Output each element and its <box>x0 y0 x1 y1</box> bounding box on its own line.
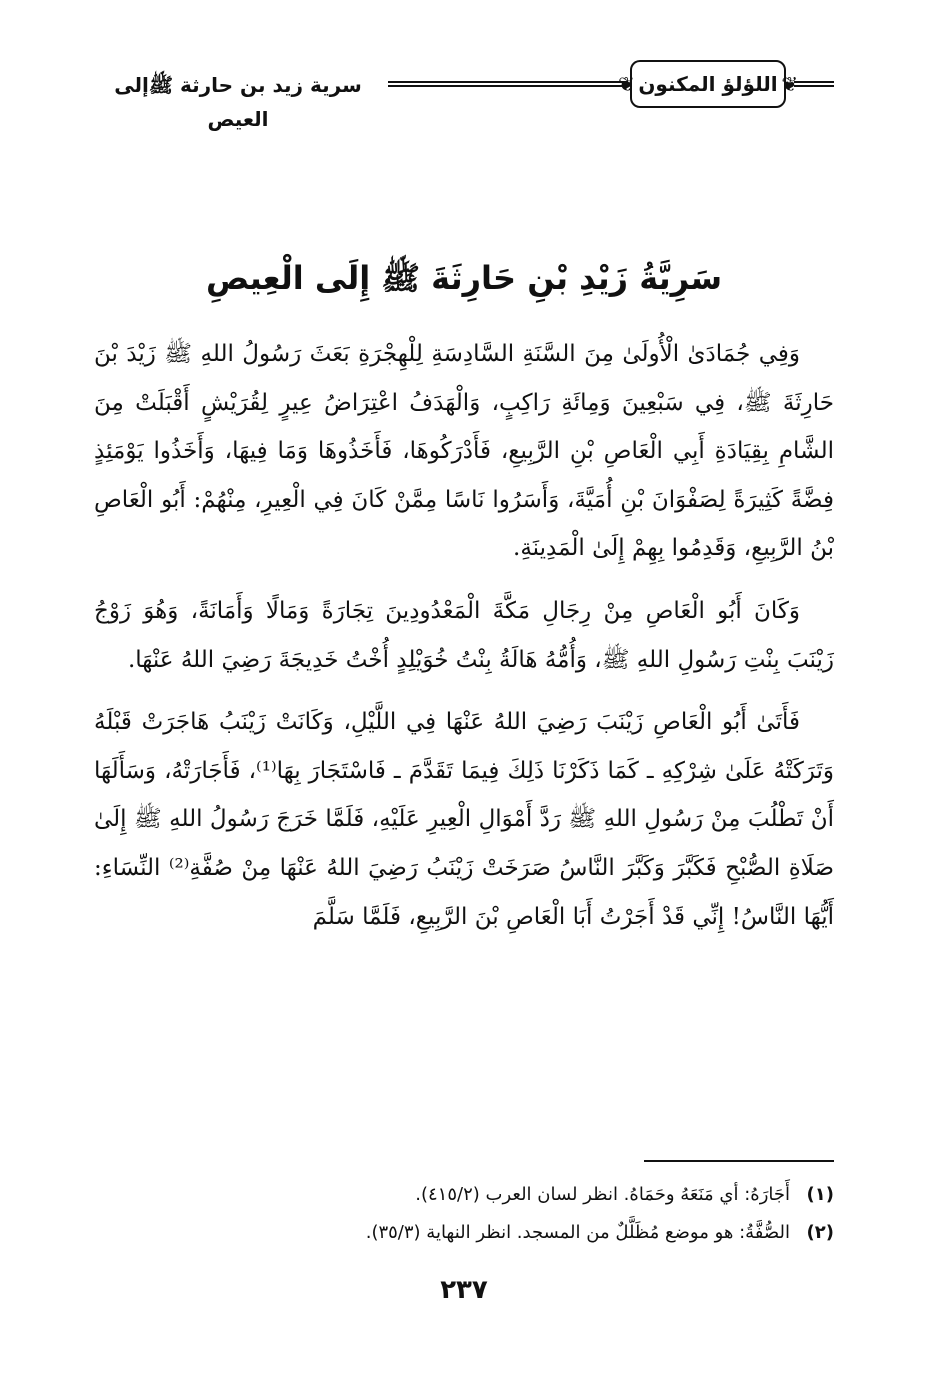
section-title: سَرِيَّةُ زَيْدِ بْنِ حَارِثَةَ ﷺ إِلَى الْعِيصِ <box>205 259 723 297</box>
footnote-number: (٢) <box>806 1222 834 1243</box>
chapter-title: سرية زيد بن حارثة ﷺإلى العيص <box>114 73 362 131</box>
footnote-text: أَجَارَهُ: أي مَنَعَهُ وحَمَاهُ. انظر لسان العرب (٤١٥/٢). <box>415 1184 790 1205</box>
ornament-left-icon: ❦ <box>618 72 635 96</box>
footnote-divider <box>644 1160 834 1162</box>
paragraph: فَأَتَىٰ أَبُو الْعَاصِ زَيْنَبَ رَضِيَ اللهُ عَنْهَا فِي اللَّيْلِ، وَكَانَتْ زَيْنَبُ هَاجَرَتْ قَبْلَهُ وَتَرَكَتْهُ عَلَىٰ شِرْكِهِ ـ كَمَا ذَكَرْنَا ذَلِكَ فِيمَا تَقَدَّمَ ـ فَاسْتَجَارَ بِهَا⁽¹⁾، فَأَجَارَتْهُ، وَسَأَلَهَا أَنْ تَطْلُبَ مِنْ رَسُولِ اللهِ ﷺ رَدَّ أَمْوَالِ الْعِيرِ عَلَيْهِ، فَلَمَّا خَرَجَ رَسُولُ اللهِ ﷺ إِلَىٰ صَلَاةِ الصُّبْحِ فَكَبَّرَ وَكَبَّرَ النَّاسُ صَرَخَتْ زَيْنَبُ رَضِيَ اللهُ عَنْهَا مِنْ صُفَّةِ⁽²⁾ النِّسَاءِ: أَيُّهَا النَّاسُ! إِنِّي قَدْ أَجَرْتُ أَبَا الْعَاصِ بْنَ الرَّبِيعِ، فَلَمَّا سَلَّمَ <box>94 709 835 930</box>
header-rule-left <box>388 81 628 87</box>
running-header <box>88 52 834 131</box>
book-title: اللؤلؤ المكنون <box>638 72 778 96</box>
footnotes <box>94 1176 834 1252</box>
footnote <box>94 1214 834 1252</box>
page-number: ٢٣٧ <box>440 1275 488 1305</box>
paragraph: وَكَانَ أَبُو الْعَاصِ مِنْ رِجَالِ مَكَّةَ الْمَعْدُودِينَ تِجَارَةً وَمَالًا وَأَمَانَةً، وَهُوَ زَوْجُ زَيْنَبَ بِنْتِ رَسُولِ اللهِ ﷺ، وَأُمُّهُ هَالَةُ بِنْتُ خُوَيْلِدٍ أُخْتُ خَدِيجَةَ رَضِيَ اللهُ عَنْهَا. <box>94 597 834 673</box>
footnote-number: (١) <box>806 1184 834 1205</box>
header-rule-right <box>794 81 834 87</box>
footnote-text: الصُّفَّةُ: هو موضع مُظَلَّلٌ من المسجد. انظر النهاية (٣٥/٣). <box>365 1222 790 1243</box>
book-title-cartouche <box>618 60 798 108</box>
paragraph: وَفِي جُمَادَىٰ الْأُولَىٰ مِنَ السَّنَةِ السَّادِسَةِ لِلْهِجْرَةِ بَعَثَ رَسُولُ اللهِ ﷺ زَيْدَ بْنَ حَارِثَةَ ﷺ، فِي سَبْعِينَ وَمِائَةِ رَاكِبٍ، وَالْهَدَفُ اعْتِرَاضُ عِيرٍ لِقُرَيْشٍ أَقْبَلَتْ مِنَ الشَّامِ بِقِيَادَةِ أَبِي الْعَاصِ بْنِ الرَّبِيعِ، فَأَدْرَكُوهَا، فَأَخَذُوهَا وَمَا فِيهَا، وَأَخَذُوا يَوْمَئِذٍ فِضَّةً كَثِيرَةً لِصَفْوَانَ بْنِ أُمَيَّةَ، وَأَسَرُوا نَاسًا مِمَّنْ كَانَ فِي الْعِيرِ، مِنْهُمْ: أَبُو الْعَاصِ بْنُ الرَّبِيعِ، وَقَدِمُوا بِهِمْ إِلَىٰ الْمَدِينَةِ. <box>94 341 834 562</box>
body-text <box>94 330 834 941</box>
footnote <box>94 1176 834 1214</box>
ornament-right-icon: ❦ <box>781 72 798 96</box>
